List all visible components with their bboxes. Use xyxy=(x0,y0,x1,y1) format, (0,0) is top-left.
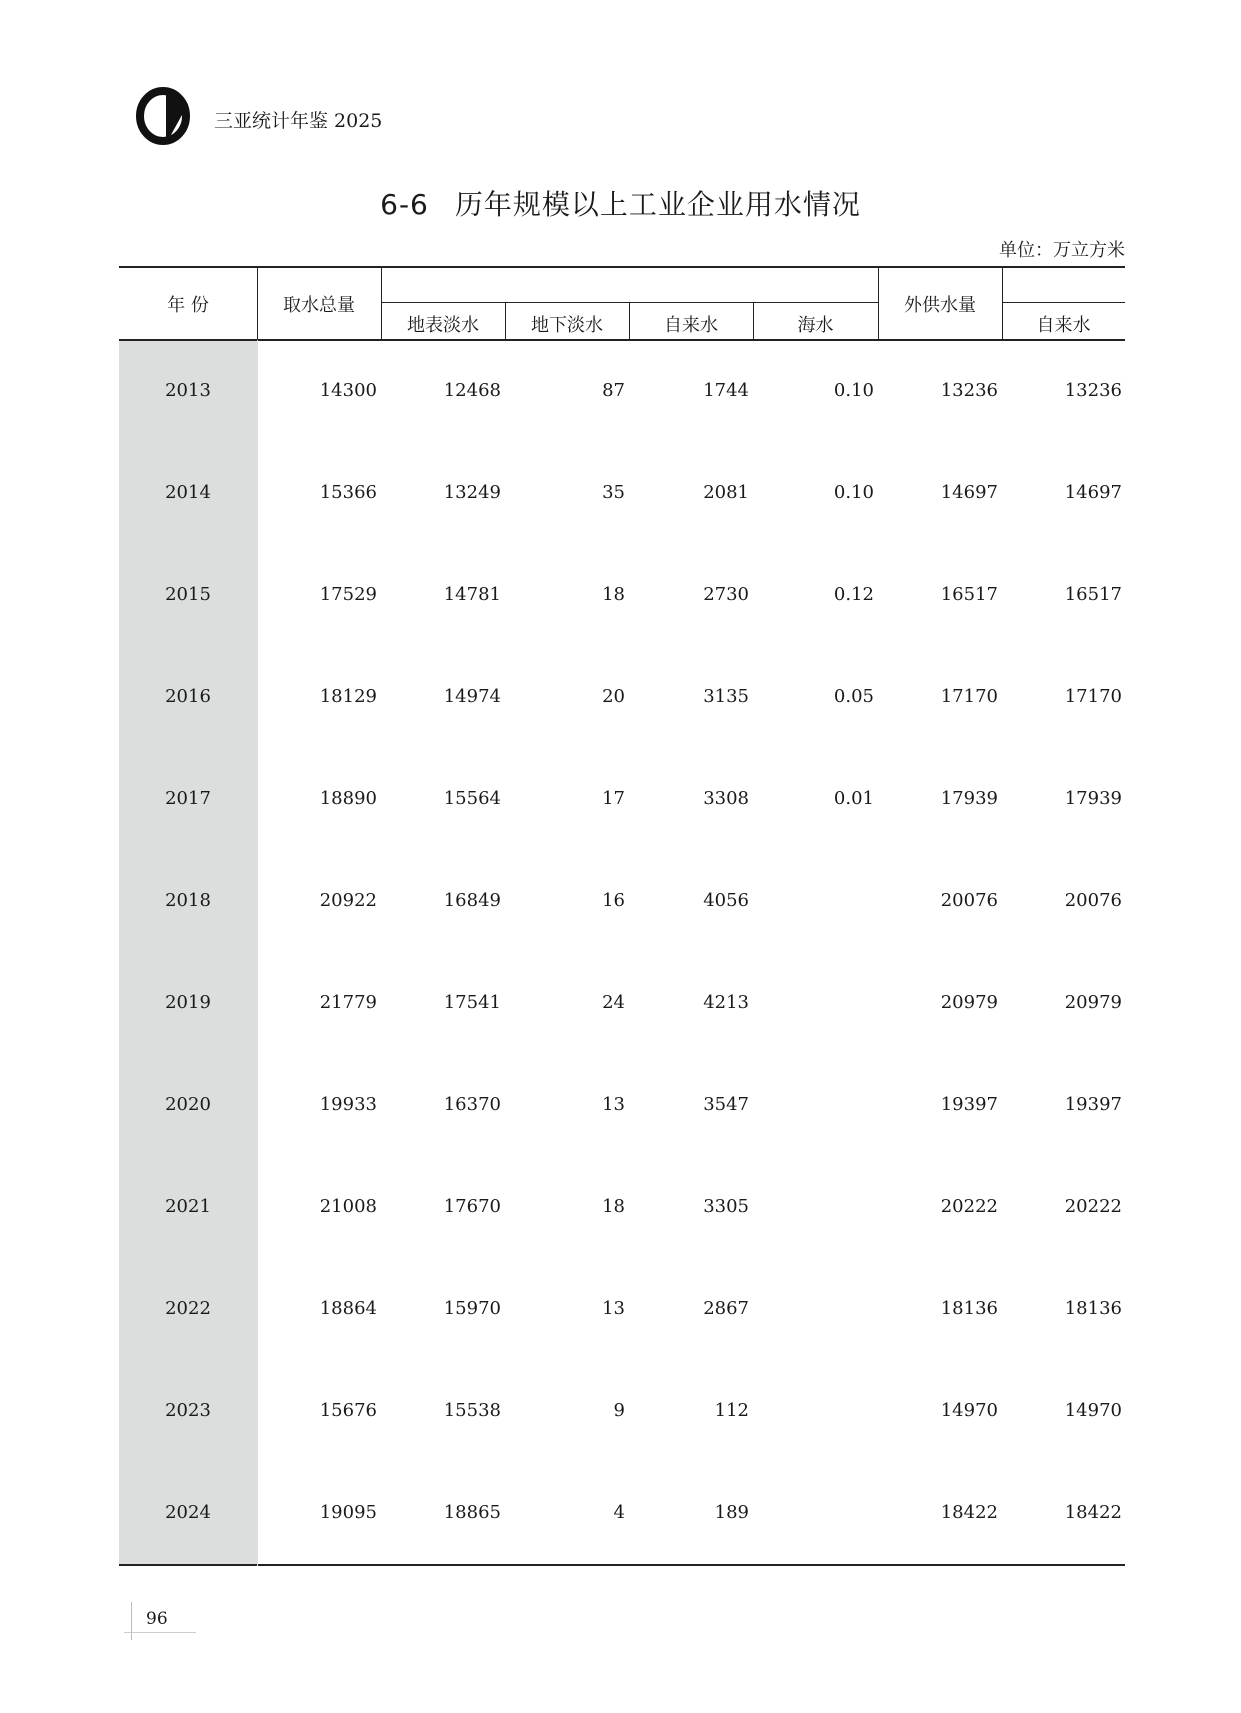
cell-total: 19933 xyxy=(319,1094,377,1115)
col-header-supply: 外供水量 xyxy=(904,295,976,316)
cell-supply: 20222 xyxy=(940,1196,998,1217)
cell-year: 2017 xyxy=(165,788,211,809)
cell-year: 2013 xyxy=(165,380,211,401)
cell-year: 2019 xyxy=(165,992,211,1013)
book-title: 三亚统计年鉴 2025 xyxy=(214,110,383,132)
cell-ground: 20 xyxy=(602,686,625,707)
table-number: 6-6 xyxy=(380,188,429,221)
cell-supply: 18136 xyxy=(940,1298,998,1319)
cell-tap: 189 xyxy=(714,1502,749,1523)
table-row xyxy=(119,442,1125,544)
cell-supply: 18422 xyxy=(940,1502,998,1523)
col-header-year: 年 份 xyxy=(167,295,209,316)
cell-supply-tap: 16517 xyxy=(1064,584,1122,605)
cell-sea: 0.05 xyxy=(833,686,874,707)
table-title-text: 历年规模以上工业企业用水情况 xyxy=(454,188,861,221)
cell-surface: 16849 xyxy=(443,890,501,911)
cell-supply: 19397 xyxy=(940,1094,998,1115)
cell-supply-tap: 13236 xyxy=(1064,380,1122,401)
cell-ground: 4 xyxy=(613,1502,625,1523)
cell-total: 15366 xyxy=(319,482,377,503)
cell-supply-tap: 20979 xyxy=(1064,992,1122,1013)
col-header-supply-tap: 自来水 xyxy=(1036,315,1091,336)
cell-surface: 17670 xyxy=(443,1196,501,1217)
cell-tap: 1744 xyxy=(703,380,749,401)
table-row xyxy=(119,748,1125,850)
col-header-surface: 地表淡水 xyxy=(407,315,479,336)
footer-tick xyxy=(131,1602,132,1640)
cell-year: 2015 xyxy=(165,584,211,605)
cell-supply-tap: 18136 xyxy=(1064,1298,1122,1319)
cell-supply: 20979 xyxy=(940,992,998,1013)
cell-ground: 35 xyxy=(602,482,625,503)
table-row xyxy=(119,1156,1125,1258)
cell-year: 2024 xyxy=(165,1502,211,1523)
cell-ground: 18 xyxy=(602,584,625,605)
cell-surface: 16370 xyxy=(443,1094,501,1115)
cell-year: 2022 xyxy=(165,1298,211,1319)
cell-supply: 16517 xyxy=(940,584,998,605)
cell-surface: 12468 xyxy=(443,380,501,401)
footer-rule xyxy=(124,1632,196,1633)
cell-sea xyxy=(753,1360,874,1462)
cell-supply-tap: 14697 xyxy=(1064,482,1122,503)
table-row xyxy=(119,952,1125,1054)
table-row xyxy=(119,1462,1125,1564)
cell-surface: 17541 xyxy=(443,992,501,1013)
cell-surface: 15970 xyxy=(443,1298,501,1319)
cell-total: 21779 xyxy=(319,992,377,1013)
cell-year: 2016 xyxy=(165,686,211,707)
cell-surface: 15538 xyxy=(443,1400,501,1421)
yearbook-logo-icon xyxy=(136,86,194,146)
cell-supply-tap: 20222 xyxy=(1064,1196,1122,1217)
cell-supply: 14970 xyxy=(940,1400,998,1421)
cell-sea xyxy=(753,1462,874,1564)
cell-surface: 14781 xyxy=(443,584,501,605)
cell-tap: 2081 xyxy=(703,482,749,503)
water-use-table xyxy=(119,266,1125,1566)
cell-tap: 2730 xyxy=(703,584,749,605)
cell-tap: 3305 xyxy=(703,1196,749,1217)
cell-supply: 20076 xyxy=(940,890,998,911)
cell-total: 18890 xyxy=(319,788,377,809)
table-top-rule xyxy=(119,266,1125,268)
cell-tap: 2867 xyxy=(703,1298,749,1319)
cell-sea xyxy=(753,1258,874,1360)
table-title xyxy=(0,183,1241,223)
table-row xyxy=(119,340,1125,442)
cell-sea xyxy=(753,1156,874,1258)
cell-surface: 13249 xyxy=(443,482,501,503)
cell-sea: 0.10 xyxy=(833,380,874,401)
cell-sea xyxy=(753,1054,874,1156)
cell-ground: 16 xyxy=(602,890,625,911)
cell-year: 2023 xyxy=(165,1400,211,1421)
unit-label: 单位：万立方米 xyxy=(999,240,1125,261)
cell-tap: 4213 xyxy=(703,992,749,1013)
cell-tap: 3308 xyxy=(703,788,749,809)
cell-year: 2021 xyxy=(165,1196,211,1217)
table-row xyxy=(119,850,1125,952)
col-header-tap: 自来水 xyxy=(664,315,718,336)
col-header-total: 取水总量 xyxy=(283,295,355,316)
cell-ground: 87 xyxy=(602,380,625,401)
cell-ground: 24 xyxy=(602,992,625,1013)
table-row xyxy=(119,544,1125,646)
cell-total: 20922 xyxy=(319,890,377,911)
cell-ground: 13 xyxy=(602,1094,625,1115)
cell-year: 2018 xyxy=(165,890,211,911)
page-header xyxy=(136,86,536,146)
subheader-rule-right xyxy=(1002,302,1125,303)
cell-sea: 0.12 xyxy=(833,584,874,605)
col-header-ground: 地下淡水 xyxy=(531,315,603,336)
table-bottom-rule xyxy=(119,1564,1125,1566)
cell-supply: 13236 xyxy=(940,380,998,401)
cell-year: 2020 xyxy=(165,1094,211,1115)
cell-tap: 3135 xyxy=(703,686,749,707)
cell-surface: 18865 xyxy=(443,1502,501,1523)
cell-total: 18864 xyxy=(319,1298,377,1319)
cell-supply: 17170 xyxy=(940,686,998,707)
cell-supply: 14697 xyxy=(940,482,998,503)
cell-total: 18129 xyxy=(319,686,377,707)
cell-sea xyxy=(753,952,874,1054)
cell-sea xyxy=(753,850,874,952)
cell-total: 17529 xyxy=(319,584,377,605)
cell-tap: 112 xyxy=(714,1400,749,1421)
cell-supply: 17939 xyxy=(940,788,998,809)
col-header-sea: 海水 xyxy=(797,315,834,336)
cell-supply-tap: 17170 xyxy=(1064,686,1122,707)
cell-ground: 17 xyxy=(602,788,625,809)
cell-tap: 3547 xyxy=(703,1094,749,1115)
cell-supply-tap: 19397 xyxy=(1064,1094,1122,1115)
cell-sea: 0.10 xyxy=(833,482,874,503)
table-row xyxy=(119,1258,1125,1360)
cell-supply-tap: 18422 xyxy=(1064,1502,1122,1523)
page-number: 96 xyxy=(146,1609,168,1629)
cell-supply-tap: 17939 xyxy=(1064,788,1122,809)
cell-total: 14300 xyxy=(319,380,377,401)
cell-year: 2014 xyxy=(165,482,211,503)
cell-surface: 15564 xyxy=(443,788,501,809)
cell-supply-tap: 14970 xyxy=(1064,1400,1122,1421)
table-row xyxy=(119,646,1125,748)
table-row xyxy=(119,1360,1125,1462)
cell-ground: 18 xyxy=(602,1196,625,1217)
cell-ground: 13 xyxy=(602,1298,625,1319)
cell-sea: 0.01 xyxy=(833,788,874,809)
cell-surface: 14974 xyxy=(443,686,501,707)
cell-supply-tap: 20076 xyxy=(1064,890,1122,911)
cell-tap: 4056 xyxy=(703,890,749,911)
cell-total: 21008 xyxy=(319,1196,377,1217)
table-row xyxy=(119,1054,1125,1156)
cell-total: 19095 xyxy=(319,1502,377,1523)
cell-total: 15676 xyxy=(319,1400,377,1421)
cell-ground: 9 xyxy=(613,1400,625,1421)
